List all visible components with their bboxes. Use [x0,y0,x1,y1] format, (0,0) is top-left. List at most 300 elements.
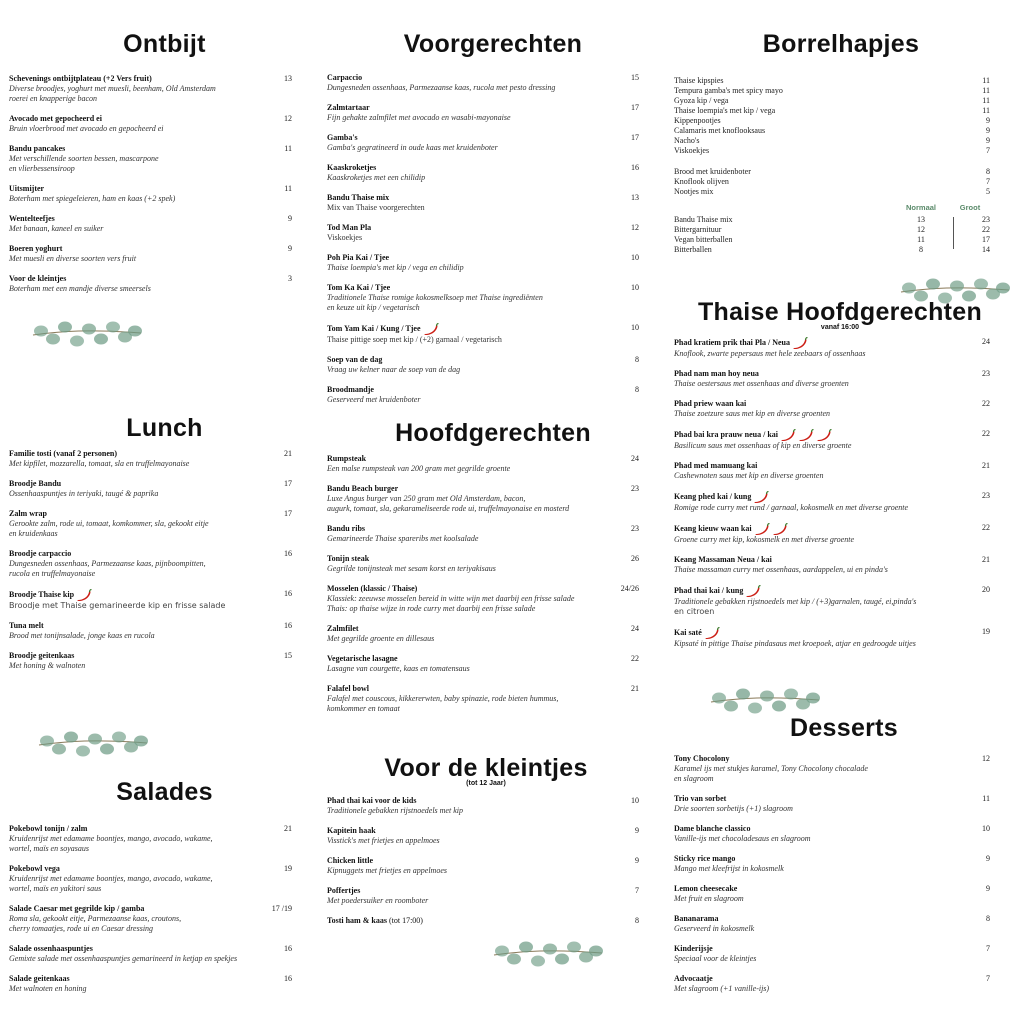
item-price: 16 [284,974,292,983]
item-price: 17 [284,509,292,518]
menu-item [9,184,292,204]
section-borrelhapjes [674,30,990,255]
item-list [9,449,292,671]
section-hoofdgerechten [327,419,639,724]
item-name-line [327,886,639,896]
item-name: Tempura gamba's met spicy mayo [674,86,783,95]
item-description-cont: en citroen [674,607,715,616]
item-description: Dungesneden ossenhaas, Parmezaanse kaas, rucola met pesto dressing [327,83,556,92]
item-name-line [327,484,639,494]
item-price: 9 [986,126,990,135]
item-description: Met slagroom (+1 vanille-ijs) [674,984,770,993]
menu-item [9,864,292,894]
item-description: Thaise pittige soep met kip / (+2) garnaal / vegetarisch [327,335,502,344]
item-name: Broodje carpaccio [9,549,72,558]
item-name: Bittergarnituur [674,225,722,234]
item-description: Met poedersuiker en roomboter [327,896,429,905]
item-name: Bandu Beach burger [327,484,399,493]
item-price: 11 [982,76,990,85]
item-name: Salade ossenhaaspuntjes [9,944,93,953]
item-description: Gamba's gegratineerd in oude kaas met kruidenboter [327,143,498,152]
item-name: Pokebowl vega [9,864,60,873]
item-name-line [327,856,639,866]
item-name-line [327,826,639,836]
borrel-item [674,116,990,126]
item-description: Kipnuggets met frietjes en appelmoes [327,866,447,875]
price-groot: 23 [982,215,990,224]
item-price: 21 [982,461,990,470]
item-description: Knoflook, zwarte pepersaus met hele zeebaars of ossenhaas [674,349,866,358]
item-name: Gamba's [327,133,358,142]
item-price: 5 [986,187,990,196]
section-ontbijt [9,30,292,304]
item-description: Gerookte zalm, rode ui, tomaat, komkommer, sla, gekookt eitje en kruidenkaas [9,519,209,538]
menu-item [9,144,292,174]
item-name: Thaise kipspies [674,76,724,85]
item-description: Gemixte salade met ossenhaaspuntjes gemarineerd in ketjap en spekjes [9,954,238,963]
section-lunch [9,414,292,681]
item-name-line [9,651,292,661]
item-description: Vraag uw kelner naar de soep van de dag [327,365,461,374]
item-name-line [327,624,639,634]
item-name: Carpaccio [327,73,363,82]
item-description: Een malse rumpsteak van 200 gram met gegrilde groente [327,464,511,473]
item-price: 16 [284,944,292,953]
item-name-line [9,974,292,984]
item-description: Kruidenrijst met edamame boontjes, mango, avocado, wakame, wortel, maïs en soyasaus [9,834,213,853]
item-price: 22 [631,654,639,663]
menu-item [327,253,639,273]
item-price: 24/26 [620,584,639,593]
price-groot: 17 [982,235,990,244]
item-price: 23 [982,369,990,378]
item-description: Basilicum saus met ossenhaas of kip en diverse groente [674,441,852,450]
menu-item [9,589,292,611]
section-desserts [674,714,990,1004]
menu-item [674,337,990,359]
item-name: Nootjes mix [674,187,714,196]
item-description: Dungesneden ossenhaas, Parmezaanse kaas, pijnboompitten, rucola en truffelmayonaise [9,559,206,578]
item-price: 13 [631,193,639,202]
item-name: Broodmandje [327,385,374,394]
item-description: Vanille-ijs met chocoladesaus en slagroom [674,834,811,843]
item-name-line [327,454,639,464]
item-description: Thaise loempia's met kip / vega en chilidip [327,263,464,272]
item-list [674,337,990,649]
item-name: Bandu pancakes [9,144,66,153]
menu-item [9,549,292,579]
item-price: 11 [982,794,990,803]
item-description: Mango met kleefrijst in kokosmelk [674,864,784,873]
item-list [327,73,639,405]
menu-item [327,193,639,213]
item-name-line [327,385,639,395]
item-name: Soep van de dag [327,355,383,364]
item-name: Wentelteefjes [9,214,55,223]
section-voorgerechten [327,30,639,415]
item-description: Met honing & walnoten [9,661,86,670]
col-header-normaal: Normaal [905,203,936,212]
item-price: 10 [982,824,990,833]
item-price: 16 [284,549,292,558]
item-description: Cashewnoten saus met kip en diverse groenten [674,471,824,480]
item-name-line [327,73,639,83]
item-price: 24 [631,624,639,633]
item-name: Schevenings ontbijtplateau (+2 Vers fruit) [9,74,152,83]
item-name-line [327,524,639,534]
item-price: 9 [288,244,292,253]
item-note: (tot 17:00) [388,916,423,925]
item-name: Phad nam man hoy neua [674,369,759,378]
menu-item [327,826,639,846]
item-price: 13 [284,74,292,83]
item-description: Met fruit en slagroom [674,894,744,903]
borrel-item [674,167,990,177]
item-price: 9 [986,884,990,893]
item-name-line [327,796,639,806]
item-name-line [9,589,292,601]
item-name: Boeren yoghurt [9,244,63,253]
item-list [9,824,292,994]
item-name-line [9,621,292,631]
item-price: 24 [631,454,639,463]
eucalyptus-leaf-decoration [37,725,149,766]
item-name-line [674,491,990,503]
item-price: 9 [986,854,990,863]
item-name: Salade geitenkaas [9,974,70,983]
menu-item [674,555,990,575]
menu-item [327,886,639,906]
item-name-line [674,399,990,409]
item-name-line [9,479,292,489]
item-name-line [9,74,292,84]
chili-pepper-icon [798,429,814,441]
item-price: 22 [982,523,990,532]
item-description: Mix van Thaise voorgerechten [327,203,425,212]
borrel-item [674,136,990,146]
item-description: Karamel ijs met stukjes karamel, Tony Chocolony chocalade en slagroom [674,764,868,783]
item-description: Broodje met Thaise gemarineerde kip en frisse salade [9,601,226,610]
item-description: Viskoekjes [327,233,363,242]
item-name: Zalmfilet [327,624,359,633]
item-price: 10 [631,323,639,332]
menu-item [327,796,639,816]
menu-item [327,624,639,644]
item-price: 9 [635,856,639,865]
menu-item [9,509,292,539]
item-price: 7 [986,974,990,983]
item-name: Lemon cheesecake [674,884,738,893]
item-name: Phad thai kai voor de kids [327,796,417,805]
item-description: Luxe Angus burger van 250 gram met Old Amsterdam, bacon, augurk, tomaat, sla, gekarameliseerde rode ui, truffelmayonaise en mosterd [327,494,570,513]
item-name: Kinderijsje [674,944,713,953]
item-price: 17 /19 [271,904,292,913]
menu-item [327,524,639,544]
item-name: Rumpsteak [327,454,367,463]
price-normaal: 12 [917,225,925,234]
item-price: 23 [982,491,990,500]
item-price: 7 [986,146,990,155]
item-name-line [9,824,292,834]
price-normaal: 13 [917,215,925,224]
item-name-line [9,449,292,459]
item-description: Bruin vloerbrood met avocado en gepocheerd ei [9,124,164,133]
item-name-line [327,654,639,664]
item-name: Chicken little [327,856,373,865]
col-header-groot: Groot [959,203,981,212]
item-description: Thaise oestersaus met ossenhaas and diverse groenten [674,379,849,388]
item-price: 8 [635,355,639,364]
item-name-line [674,523,990,535]
item-name-line [327,584,639,594]
menu-item [9,974,292,994]
item-name-line [9,214,292,224]
item-price: 17 [631,103,639,112]
item-price: 19 [284,864,292,873]
item-name-line [674,824,990,834]
item-name: Falafel bowl [327,684,369,693]
item-description: Fijn gehakte zalmfilet met avocado en wasabi-mayonaise [327,113,511,122]
item-name: Poh Pia Kai / Tjee [327,253,390,262]
menu-item [674,794,990,814]
item-description: Met kipfilet, mozzarella, tomaat, sla en truffelmayonaise [9,459,190,468]
chili-pepper-icon [754,523,770,535]
item-description: Geserveerd met kruidenboter [327,395,421,404]
menu-item [327,856,639,876]
item-price: 11 [284,184,292,193]
item-price: 20 [982,585,990,594]
menu-item [327,133,639,153]
item-price: 21 [982,555,990,564]
chili-pepper-icon [780,429,796,441]
item-description: Roma sla, gekookt eitje, Parmezaanse kaas, croutons, cherry tomaatjes, rode ui en Caesar dressing [9,914,182,933]
item-name-line [674,884,990,894]
item-list [674,754,990,994]
item-name: Tom Yam Kai / Kung / Tjee [327,323,421,333]
item-description: Romige rode curry met rund / garnaal, kokosmelk en met diverse groente [674,503,909,512]
size-row [674,245,990,255]
item-name-line [674,461,990,471]
item-description: Geserveerd in kokosmelk [674,924,755,933]
item-description: Klassiek: zeeuwse mosselen bereid in witte wijn met daarbij een frisse salade Thais: op thaise wijze in rode curry met daarbij een frisse salade [327,594,575,613]
item-price: 24 [982,337,990,346]
item-name-line [9,944,292,954]
menu-item [674,754,990,784]
item-name: Avocado met gepocheerd ei [9,114,102,123]
item-price: 3 [288,274,292,283]
chili-pepper-icon [745,585,761,597]
item-name-line [9,114,292,124]
item-description: Traditionele gebakken rijstnoedels met kip / (+3)garnalen, taugé, ei,pinda's [674,597,917,606]
item-description: Met banaan, kaneel en suiker [9,224,104,233]
item-name-line [674,627,990,639]
item-price: 26 [631,554,639,563]
item-name-line [327,223,639,233]
item-description: Met gegrilde groente en dillesaus [327,634,435,643]
item-name: Familie tosti (vanaf 2 personen) [9,449,117,458]
item-name-line [674,337,990,349]
item-description: Speciaal voor de kleintjes [674,954,757,963]
size-row [674,215,990,225]
menu-item [9,904,292,934]
item-price: 17 [631,133,639,142]
item-name: Keang Massaman Neua / kai [674,555,772,564]
item-name: Advocaatje [674,974,713,983]
item-name: Tom Ka Kai / Tjee [327,283,391,292]
item-name: Phad bai kra prauw neua / kai [674,429,779,439]
item-name: Calamaris met knoflooksaus [674,126,766,135]
item-price: 21 [631,684,639,693]
size-row [674,235,990,245]
item-name: Phad priew waan kai [674,399,747,408]
item-price: 11 [284,144,292,153]
section-title: Lunch [126,414,203,442]
borrel-item [674,96,990,106]
item-price: 10 [631,796,639,805]
chili-pepper-icon [76,589,92,601]
section-voor-de-kleintjes [327,754,639,936]
menu-item [327,554,639,574]
item-price: 10 [631,253,639,262]
item-price: 12 [982,754,990,763]
item-name: Tuna melt [9,621,44,630]
section-title: Hoofdgerechten [395,419,591,447]
price-normaal: 11 [917,235,925,244]
menu-item [327,283,639,313]
menu-item [674,884,990,904]
item-description: Lasagne van courgette, kaas en tomatensaus [327,664,470,673]
item-price: 9 [986,136,990,145]
menu-item [9,114,292,134]
menu-item [9,944,292,964]
item-price: 17 [284,479,292,488]
section-title: Thaise Hoofdgerechten [697,298,983,326]
item-name: Kapitein haak [327,826,376,835]
menu-item [674,824,990,844]
item-name-line [674,854,990,864]
item-name: Mosselen (klassic / Thaise) [327,584,418,593]
item-name: Nacho's [674,136,700,145]
item-name-line [9,509,292,519]
item-price: 9 [288,214,292,223]
borrel-list [674,76,990,156]
menu-item [674,974,990,994]
item-price: 11 [982,96,990,105]
item-name-line [9,184,292,194]
item-name-line [9,274,292,284]
item-description: Met verschillende soorten bessen, mascarpone en vlierbessensiroop [9,154,159,173]
menu-item [327,684,639,714]
menu-item [327,323,639,345]
section-subtitle: (tot 12 Jaar) [466,780,506,787]
item-name: Broodje Thaise kip [9,589,75,599]
item-name-line [327,355,639,365]
item-price: 11 [982,86,990,95]
borrel-item [674,177,990,187]
item-description: Traditionele Thaise romige kokosmelksoep met Thaise ingrediënten en keuze uit kip / vegetarisch [327,293,543,312]
menu-item [327,163,639,183]
item-name: Poffertjes [327,886,361,895]
item-name: Thaise loempia's met kip / vega [674,106,776,115]
item-list [327,454,639,714]
item-description: Boterham met spiegeleieren, ham en kaas (+2 spek) [9,194,176,203]
item-name: Phad thai kai / kung [674,585,744,595]
item-name: Keang kieuw waan kai [674,523,752,533]
item-price: 23 [631,524,639,533]
item-name-line [674,555,990,565]
item-name: Tosti ham & kaas [327,916,387,925]
item-name: Tod Man Pla [327,223,372,232]
item-name: Vegan bitterballen [674,235,733,244]
price-groot: 14 [982,245,990,254]
item-price: 12 [284,114,292,123]
menu-item [9,621,292,641]
menu-item [327,385,639,405]
item-name-line [327,253,639,263]
borrel-item [674,86,990,96]
item-name-line [9,549,292,559]
item-name: Kippenpootjes [674,116,721,125]
item-price: 22 [982,429,990,438]
item-price: 8 [986,914,990,923]
item-description: Kipsaté in pittige Thaise pindasaus met kroepoek, atjar en gedroogde uitjes [674,639,916,648]
section-title: Voor de kleintjes [384,754,588,782]
item-description: Visstick's met frietjes en appelmoes [327,836,440,845]
item-description: Gemarineerde Thaise spareribs met koolsalade [327,534,479,543]
menu-item [674,399,990,419]
borrel-size-table [674,203,990,255]
menu-item [327,454,639,474]
item-description: Traditionele gebakken rijstnoedels met kip [327,806,463,815]
chili-pepper-icon [816,429,832,441]
menu-item [674,523,990,545]
item-description: Kruidenrijst met edamame boontjes, mango, avocado, wakame, wortel, maïs en yakitori saus [9,874,213,893]
item-name-line [9,864,292,874]
item-price: 10 [631,283,639,292]
section-subtitle: vanaf 16:00 [820,324,860,331]
menu-item [327,355,639,375]
item-description: Gegrilde tonijnsteak met sesam korst en teriyakisaus [327,564,496,573]
menu-item [9,274,292,294]
item-description: Thaise massaman curry met ossenhaas, aardappelen, ui en pinda's [674,565,888,574]
item-name: Broodje Bandu [9,479,62,488]
item-name-line [9,904,292,914]
borrel-item [674,187,990,197]
item-price: 16 [284,589,292,598]
chili-pepper-icon [423,323,439,335]
menu-item [327,73,639,93]
item-name: Trio van sorbet [674,794,727,803]
item-price: 22 [982,399,990,408]
item-name-line [674,585,990,597]
item-price: 21 [284,449,292,458]
item-name-line [674,914,990,924]
menu-item [674,854,990,874]
item-name-line [674,974,990,984]
item-price: 7 [635,886,639,895]
item-price: 15 [631,73,639,82]
menu-item [674,585,990,617]
item-list [9,74,292,294]
menu-item [327,484,639,514]
size-rows [674,215,990,255]
item-price: 7 [986,944,990,953]
menu-item [9,449,292,469]
item-name-line [327,133,639,143]
menu-item [674,944,990,964]
menu-item [327,654,639,674]
item-name: Phad med mamuang kai [674,461,758,470]
